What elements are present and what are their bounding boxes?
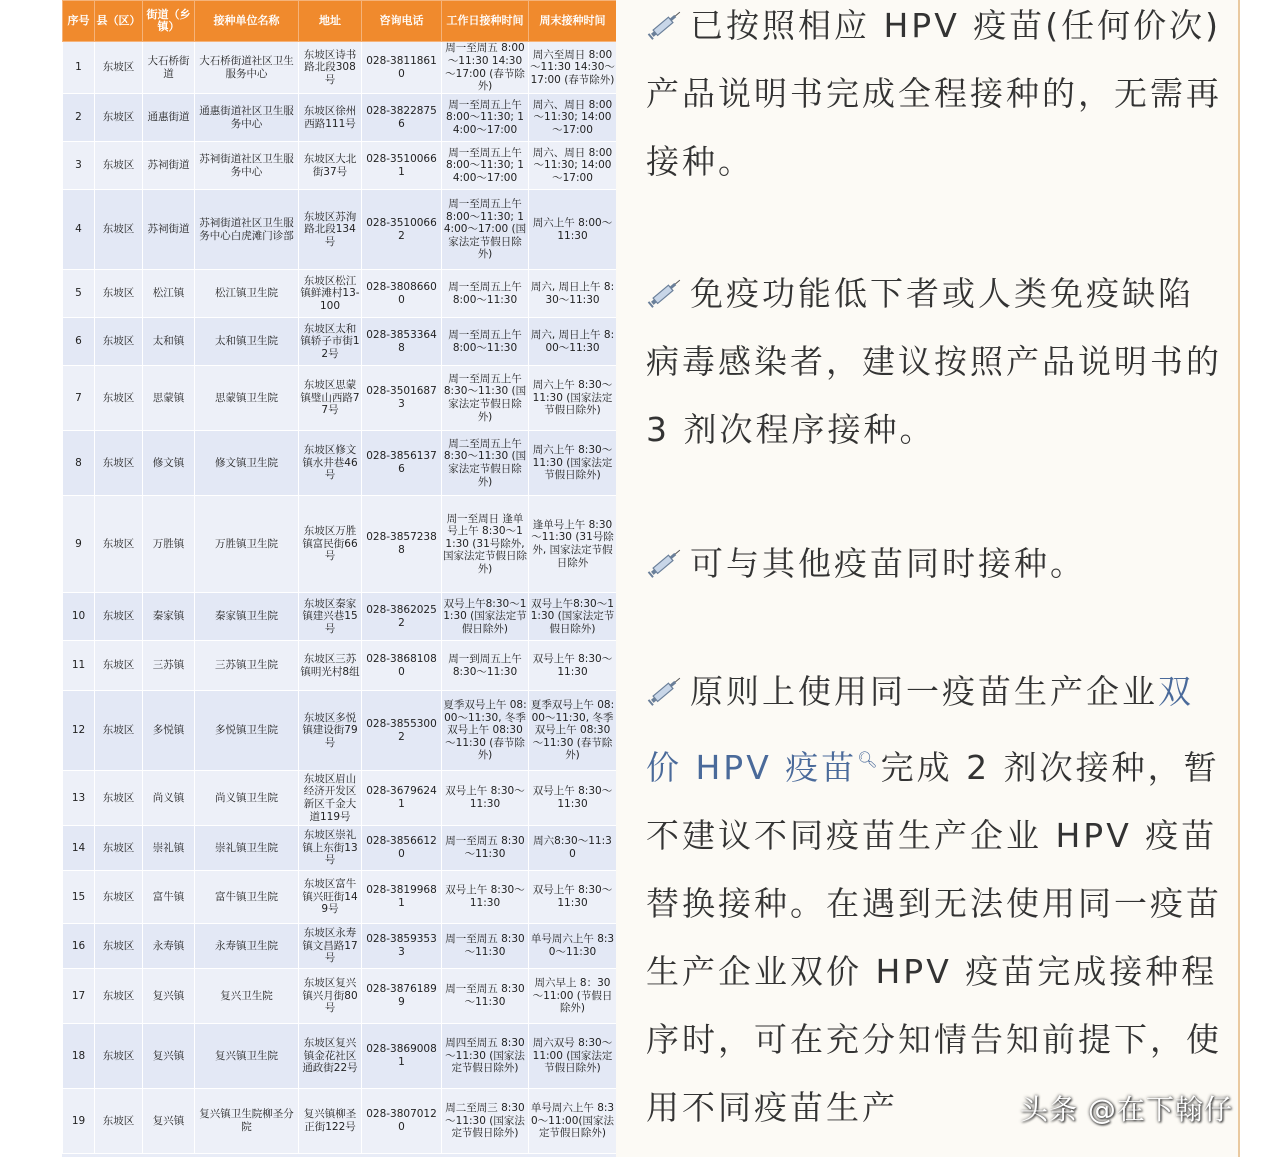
table-cell: 东坡区松江镇鲜滩村13-100	[299, 270, 362, 318]
table-cell: 尚义镇	[143, 771, 195, 826]
table-row	[63, 593, 617, 641]
table-cell: 通惠街道社区卫生服务中心	[195, 94, 299, 142]
table-cell: 028-38761899	[362, 969, 442, 1024]
table-cell: 18	[63, 1024, 95, 1089]
table-header-row	[63, 1, 617, 42]
table-cell: 028-38572388	[362, 496, 442, 593]
table-row	[63, 431, 617, 496]
table-cell: 双号上午 8:30～11:30	[529, 771, 617, 826]
table-cell: 东坡区	[95, 593, 143, 641]
table-cell: 松江镇	[143, 270, 195, 318]
table-cell: 1	[63, 42, 95, 94]
table-cell: 周一至周五上午 8:00～11:30	[442, 318, 529, 366]
table-cell: 5	[63, 270, 95, 318]
table-cell: 三苏镇	[143, 641, 195, 691]
table-cell: 苏祠街道社区卫生服务中心	[195, 142, 299, 190]
table-cell: 周六、周日 8:00～11:30; 14:00～17:00	[529, 94, 617, 142]
table-row	[63, 1024, 617, 1089]
table-cell: 028-38228756	[362, 94, 442, 142]
table-cell: 3	[63, 142, 95, 190]
table-cell: 复兴镇卫生院	[195, 1024, 299, 1089]
table-cell: 万胜镇卫生院	[195, 496, 299, 593]
table-cell: 周一至周五上午 8:00～11:30	[442, 270, 529, 318]
table-cell: 尚义镇卫生院	[195, 771, 299, 826]
table-cell: 028-38593533	[362, 924, 442, 969]
table-cell: 东坡区崇礼镇上东街13号	[299, 826, 362, 871]
table-cell: 东坡区思蒙镇璧山西路77号	[299, 366, 362, 431]
table-cell: 东坡区富牛镇兴旺街149号	[299, 871, 362, 924]
table-cell: 周六, 周日上午 8:00～11:30	[529, 318, 617, 366]
table-cell: 9	[63, 496, 95, 593]
table-cell: 东坡区	[95, 94, 143, 142]
table-cell: 东坡区	[95, 1024, 143, 1089]
column-header: 地址	[299, 1, 362, 42]
table-cell: 大石桥街道	[143, 42, 195, 94]
table-row	[63, 42, 617, 94]
table-cell: 双号上午8:30～11:30 (国家法定节假日除外)	[529, 593, 617, 641]
table-cell: 周二至周五上午 8:30～11:30 (国家法定节假日除外)	[442, 431, 529, 496]
table-cell: 周六、周日 8:00～11:30; 14:00～17:00	[529, 142, 617, 190]
table-cell: 东坡区	[95, 42, 143, 94]
table-row	[63, 496, 617, 593]
table-cell: 东坡区	[95, 1089, 143, 1154]
table-cell: 19	[63, 1089, 95, 1154]
table-cell: 双号上午 8:30～11:30	[529, 871, 617, 924]
table-cell: 周一至周五上午 8:30～11:30 (国家法定节假日除外)	[442, 366, 529, 431]
table-cell: 东坡区	[95, 771, 143, 826]
table-cell: 028-35100661	[362, 142, 442, 190]
table-cell: 夏季双号上午 08:00～11:30, 冬季双号上午 08:30～11:30 (春节除外)	[529, 691, 617, 771]
table-cell: 028-35100662	[362, 190, 442, 270]
table-cell: 永寿镇卫生院	[195, 924, 299, 969]
table-cell: 周一到周五上午 8:30～11:30	[442, 641, 529, 691]
table-cell: 秦家镇卫生院	[195, 593, 299, 641]
table-cell: 周六, 周日上午 8:30～11:30	[529, 270, 617, 318]
table-row	[63, 641, 617, 691]
table-cell: 028-38533648	[362, 318, 442, 366]
table-cell: 松江镇卫生院	[195, 270, 299, 318]
magnifier-icon[interactable]: 🔍︎	[857, 750, 881, 769]
table-cell: 双号上午 8:30～11:30	[529, 641, 617, 691]
table-cell: 周一至周五 8:30～11:30	[442, 969, 529, 1024]
table-cell: 东坡区多悦镇建设街79号	[299, 691, 362, 771]
table-cell: 东坡区眉山经济开发区新区千金大道119号	[299, 771, 362, 826]
table-cell: 6	[63, 318, 95, 366]
table-cell: 15	[63, 871, 95, 924]
column-header: 周末接种时间	[529, 1, 617, 42]
table-cell: 东坡区永寿镇文昌路17号	[299, 924, 362, 969]
table-cell: 028-38553002	[362, 691, 442, 771]
table-cell: 东坡区大北街37号	[299, 142, 362, 190]
column-header: 接种单位名称	[195, 1, 299, 42]
table-cell: 周一至周五上午 8:00～11:30; 14:00～17:00	[442, 142, 529, 190]
watermark: 头条 @在下翰仔	[1020, 1093, 1233, 1126]
table-cell: 13	[63, 771, 95, 826]
table-cell: 4	[63, 190, 95, 270]
table-cell: 东坡区万胜镇富民街66号	[299, 496, 362, 593]
table-row	[63, 969, 617, 1024]
table-cell: 思蒙镇	[143, 366, 195, 431]
table-cell: 多悦镇卫生院	[195, 691, 299, 771]
table-row	[63, 190, 617, 270]
table-cell: 周二至周三 8:30～11:30 (国家法定节假日除外)	[442, 1089, 529, 1154]
article-panel	[616, 0, 1238, 1157]
table-cell: 双号上午 8:30～11:30	[442, 871, 529, 924]
table-cell: 东坡区	[95, 691, 143, 771]
table-cell: 14	[63, 826, 95, 871]
table-cell: 单号周六上午 8:30～11:30	[529, 924, 617, 969]
column-header: 咨询电话	[362, 1, 442, 42]
table-cell: 周一至周五 8:00～11:30 14:30～17:00 (春节除外)	[442, 42, 529, 94]
table-cell: 东坡区诗书路北段308号	[299, 42, 362, 94]
table-cell: 修文镇	[143, 431, 195, 496]
table-cell: 028-36796241	[362, 771, 442, 826]
table-cell: 富牛镇卫生院	[195, 871, 299, 924]
table-cell: 东坡区徐州西路111号	[299, 94, 362, 142]
table-cell: 苏祠街道社区卫生服务中心白虎滩门诊部	[195, 190, 299, 270]
table-cell: 东坡区	[95, 871, 143, 924]
table-cell: 崇礼镇	[143, 826, 195, 871]
table-cell: 太和镇	[143, 318, 195, 366]
table-cell: 周一至周五上午 8:00～11:30; 14:00～17:00 (国家法定节假日除外)	[442, 190, 529, 270]
table-row	[63, 94, 617, 142]
table-row	[63, 826, 617, 871]
table-cell: 复兴镇	[143, 969, 195, 1024]
table-cell: 通惠街道	[143, 94, 195, 142]
table-row	[63, 142, 617, 190]
table-row	[63, 318, 617, 366]
table-row	[63, 1089, 617, 1154]
table-cell: 复兴镇卫生院柳圣分院	[195, 1089, 299, 1154]
table-cell: 028-38681080	[362, 641, 442, 691]
table-cell: 周四至周五 8:30～11:30 (国家法定节假日除外)	[442, 1024, 529, 1089]
table-cell: 富牛镇	[143, 871, 195, 924]
table-cell: 16	[63, 924, 95, 969]
table-cell: 028-38561376	[362, 431, 442, 496]
table-cell: 周六早上 8：30～11:00 (节假日除外)	[529, 969, 617, 1024]
syringe-icon	[646, 534, 684, 568]
syringe-icon	[646, 0, 684, 30]
table-cell: 万胜镇	[143, 496, 195, 593]
table-cell: 12	[63, 691, 95, 771]
column-header: 街道（乡镇）	[143, 1, 195, 42]
table-cell: 东坡区	[95, 641, 143, 691]
column-header: 工作日接种时间	[442, 1, 529, 42]
paragraph-4: 原则上使用同一疫苗生产企业双价 HPV 疫苗🔍︎完成 2 剂次接种，暂不建议不同疫苗生产企业 HPV 疫苗替换接种。在遇到无法使用同一疫苗生产企业双价 HPV 疫苗完成接种程序时，可在充分知情告知前提下，使用不同疫苗生产	[646, 658, 1226, 1142]
page-edge-line	[1238, 0, 1240, 1157]
table-cell: 崇礼镇卫生院	[195, 826, 299, 871]
table-cell: 周六上午 8:30～11:30 (国家法定节假日除外)	[529, 431, 617, 496]
table-cell: 东坡区	[95, 924, 143, 969]
table-cell: 17	[63, 969, 95, 1024]
schedule-table-panel	[62, 0, 616, 1157]
table-cell: 多悦镇	[143, 691, 195, 771]
table-cell: 东坡区	[95, 431, 143, 496]
table-cell: 周一至周日 逢单号上午 8:30～11:30 (31号除外, 国家法定节假日除外)	[442, 496, 529, 593]
syringe-icon	[646, 264, 684, 298]
table-cell: 复兴镇	[143, 1024, 195, 1089]
table-cell: 2	[63, 94, 95, 142]
table-row	[63, 691, 617, 771]
table-row	[63, 270, 617, 318]
table-cell: 双号上午 8:30～11:30	[442, 771, 529, 826]
table-cell: 028-38118610	[362, 42, 442, 94]
table-cell: 东坡区太和镇轿子市街12号	[299, 318, 362, 366]
table-cell: 复兴镇柳圣正街122号	[299, 1089, 362, 1154]
table-cell: 7	[63, 366, 95, 431]
table-row	[63, 366, 617, 431]
table-cell: 三苏镇卫生院	[195, 641, 299, 691]
table-cell: 东坡区苏洵路北段134号	[299, 190, 362, 270]
table-cell: 东坡区秦家镇建兴巷15号	[299, 593, 362, 641]
table-cell: 028-35016873	[362, 366, 442, 431]
table-cell: 028-38070120	[362, 1089, 442, 1154]
table-row	[63, 771, 617, 826]
table-cell: 028-38690081	[362, 1024, 442, 1089]
table-cell: 周六8:30～11:30	[529, 826, 617, 871]
table-cell: 周一至周五 8:30～11:30	[442, 826, 529, 871]
vaccination-sites-table	[62, 0, 616, 1154]
table-cell: 东坡区	[95, 142, 143, 190]
syringe-icon	[646, 662, 684, 696]
table-cell: 周六上午 8:30～11:30 (国家法定节假日除外)	[529, 366, 617, 431]
table-cell: 10	[63, 593, 95, 641]
table-cell: 8	[63, 431, 95, 496]
paragraph-2: 免疫功能低下者或人类免疫缺陷病毒感染者，建议按照产品说明书的 3 剂次程序接种。	[646, 260, 1226, 464]
table-cell: 夏季双号上午 08:00～11:30, 冬季双号上午 08:30～11:30 (春节除外)	[442, 691, 529, 771]
table-cell: 028-38620252	[362, 593, 442, 641]
table-cell: 永寿镇	[143, 924, 195, 969]
table-cell: 单号周六上午 8:30～11:00(国家法定节假日除外)	[529, 1089, 617, 1154]
table-cell: 修文镇卫生院	[195, 431, 299, 496]
table-cell: 东坡区三苏镇明光村8组	[299, 641, 362, 691]
table-cell: 028-38199681	[362, 871, 442, 924]
table-cell: 复兴卫生院	[195, 969, 299, 1024]
column-header: 序号	[63, 1, 95, 42]
table-cell: 周六双号 8:30～11:00 (国家法定节假日除外)	[529, 1024, 617, 1089]
table-cell: 东坡区	[95, 190, 143, 270]
table-cell: 苏祠街道	[143, 190, 195, 270]
table-cell: 东坡区复兴镇金花社区通政街22号	[299, 1024, 362, 1089]
table-row	[63, 924, 617, 969]
paragraph-1: 已按照相应 HPV 疫苗(任何价次)产品说明书完成全程接种的，无需再接种。	[646, 0, 1226, 196]
table-cell: 东坡区修文镇水井巷46号	[299, 431, 362, 496]
table-cell: 东坡区	[95, 969, 143, 1024]
table-cell: 周一至周五上午 8:00～11:30; 14:00～17:00	[442, 94, 529, 142]
table-cell: 11	[63, 641, 95, 691]
table-cell: 逢单号上午 8:30～11:30 (31号除外, 国家法定节假日除外	[529, 496, 617, 593]
table-cell: 周六上午 8:00～11:30	[529, 190, 617, 270]
table-cell: 双号上午8:30～11:30 (国家法定节假日除外)	[442, 593, 529, 641]
table-cell: 028-38086600	[362, 270, 442, 318]
table-cell: 秦家镇	[143, 593, 195, 641]
paragraph-3: 可与其他疫苗同时接种。	[646, 530, 1226, 598]
table-cell: 苏祠街道	[143, 142, 195, 190]
table-cell: 东坡区	[95, 270, 143, 318]
table-cell: 太和镇卫生院	[195, 318, 299, 366]
table-cell: 东坡区复兴镇兴月街80号	[299, 969, 362, 1024]
table-row	[63, 871, 617, 924]
table-cell: 思蒙镇卫生院	[195, 366, 299, 431]
hpv-vaccine-link[interactable]: 双价 HPV 疫苗	[646, 672, 1194, 787]
table-cell: 东坡区	[95, 366, 143, 431]
table-cell: 028-38566120	[362, 826, 442, 871]
table-cell: 东坡区	[95, 318, 143, 366]
table-cell: 大石桥街道社区卫生服务中心	[195, 42, 299, 94]
table-cell: 东坡区	[95, 826, 143, 871]
table-cell: 周一至周五 8:30～11:30	[442, 924, 529, 969]
table-cell: 复兴镇	[143, 1089, 195, 1154]
table-cell: 东坡区	[95, 496, 143, 593]
table-cell: 周六至周日 8:00～11:30 14:30～17:00 (春节除外)	[529, 42, 617, 94]
column-header: 县（区）	[95, 1, 143, 42]
